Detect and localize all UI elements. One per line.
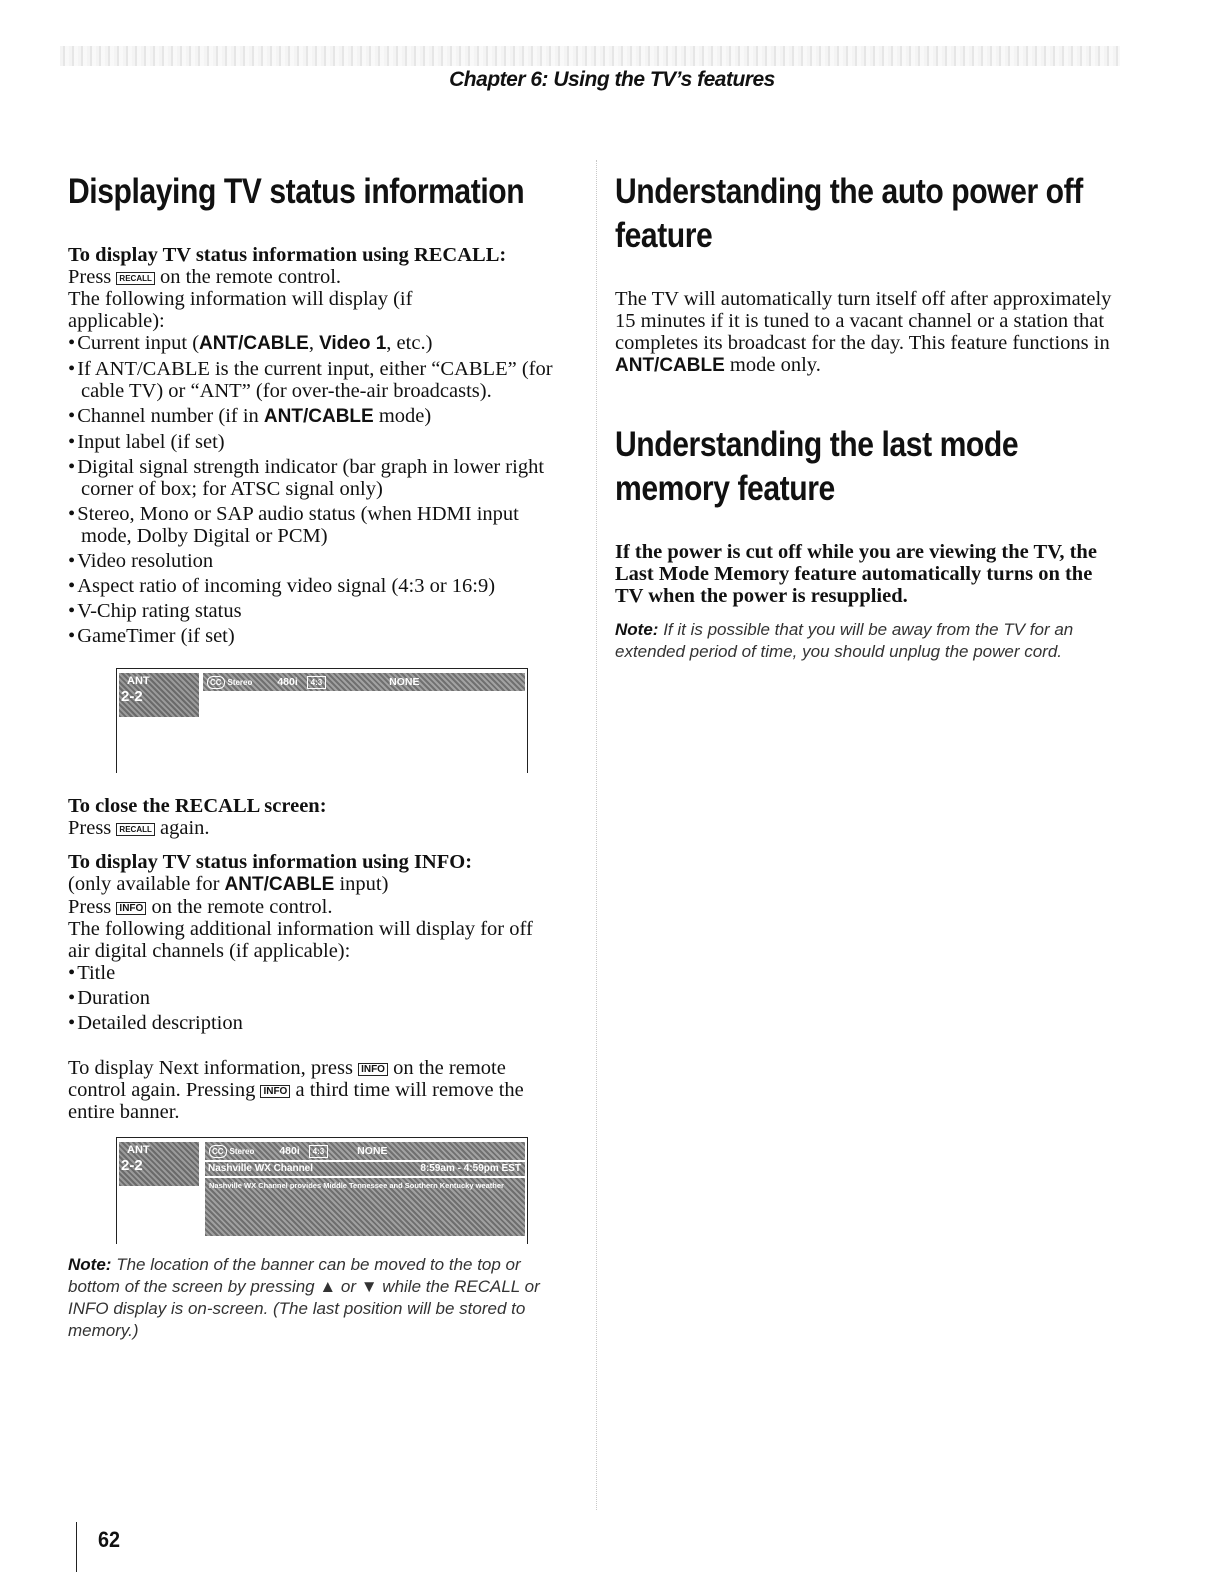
list-item: • Channel number (if in ANT/CABLE mode) [68, 405, 573, 428]
list-item: • V-Chip rating status [68, 600, 573, 622]
info-list [68, 962, 573, 1034]
header-band [60, 46, 1120, 66]
list-item: • Detailed description [68, 1012, 573, 1034]
recall-key-icon: RECALL [116, 823, 154, 836]
list-item: • Video resolution [68, 550, 573, 572]
close-heading: To close the RECALL screen: [68, 795, 327, 817]
list-item: • If ANT/CABLE is the current input, either “CABLE” (for cable TV) or “ANT” (for over-the-air broadcasts). [68, 358, 573, 402]
list-item: • GameTimer (if set) [68, 625, 573, 647]
banner-status-bar: CC Stereo 480i 4:3 NONE [203, 673, 525, 691]
recall-heading: To display TV status information using RECALL: [68, 244, 507, 266]
recall-list [68, 332, 573, 647]
recall-banner-screen [116, 668, 528, 773]
info-next: To display Next information, press INFO on the remote control again. Pressing INFO a third time will remove the entire banner. [68, 1057, 524, 1123]
chapter-title: Chapter 6: Using the TV’s features [449, 68, 775, 91]
info-availability: (only available for ANT/CABLE input) [68, 873, 389, 895]
banner-channel-box: ANT 2-2 [119, 1142, 199, 1186]
banner-description: Nashville WX Channel provides Middle Tennessee and Southern Kentucky weather [205, 1178, 525, 1236]
info-intro: The following additional information will display for off air digital channels (if applicable): [68, 918, 533, 962]
left-column [68, 170, 573, 1342]
info-key-icon: INFO [358, 1063, 388, 1076]
list-item: • Stereo, Mono or SAP audio status (when HDMI input mode, Dolby Digital or PCM) [68, 503, 573, 547]
banner-program-row: Nashville WX Channel 8:59am - 4:59pm EST [205, 1162, 525, 1176]
info-key-icon: INFO [260, 1085, 290, 1098]
section-title-auto-power-off: Understanding the auto power off feature [615, 172, 1083, 255]
cc-icon: CC [209, 1145, 227, 1158]
section-title-last-mode: Understanding the last mode memory feature [615, 425, 1019, 508]
list-item: • Title [68, 962, 573, 984]
list-item: • Duration [68, 987, 573, 1009]
banner-status-bar: CC Stereo 480i 4:3 NONE [205, 1142, 525, 1160]
column-divider [596, 160, 597, 1510]
auto-power-off-text: The TV will automatically turn itself off after approximately 15 minutes if it is tuned to a vacant channel or a station that completes its broadcast for the day. This feature functions in ANT/CABLE mode only. [615, 288, 1112, 376]
recall-intro: The following information will display (if applicable): [68, 288, 413, 332]
info-key-icon: INFO [116, 902, 146, 915]
page-number-rule [76, 1522, 77, 1572]
list-item: • Input label (if set) [68, 431, 573, 453]
recall-key-icon: RECALL [116, 272, 154, 285]
list-item: • Current input (ANT/CABLE, Video 1, etc.) [68, 332, 573, 355]
cc-icon: CC [207, 676, 225, 689]
info-press: Press INFO on the remote control. [68, 896, 333, 918]
list-item: • Aspect ratio of incoming video signal (4:3 or 16:9) [68, 575, 573, 597]
recall-press: Press RECALL on the remote control. [68, 266, 342, 288]
last-mode-text: If the power is cut off while you are viewing the TV, the Last Mode Memory feature automatically turns on the TV when the power is resupplied. [615, 541, 1097, 607]
page-number: 62 [98, 1527, 121, 1552]
last-mode-note: Note: If it is possible that you will be away from the TV for an extended period of time, you should unplug the power cord. [615, 620, 1074, 661]
aspect-icon: 4:3 [307, 676, 327, 689]
right-column [615, 170, 1115, 663]
banner-note: Note: The location of the banner can be moved to the top or bottom of the screen by pressing ▲ or ▼ while the RECALL or INFO display is on-screen. (The last position will be stored to memory.) [68, 1255, 540, 1340]
section-title-status: Displaying TV status information [68, 172, 525, 211]
aspect-icon: 4:3 [309, 1145, 329, 1158]
close-press: Press RECALL again. [68, 817, 210, 839]
info-banner-screen [116, 1137, 528, 1244]
info-heading: To display TV status information using INFO: [68, 851, 473, 873]
list-item: • Digital signal strength indicator (bar graph in lower right corner of box; for ATSC signal only) [68, 456, 573, 500]
banner-channel-box: ANT 2-2 [119, 673, 199, 717]
